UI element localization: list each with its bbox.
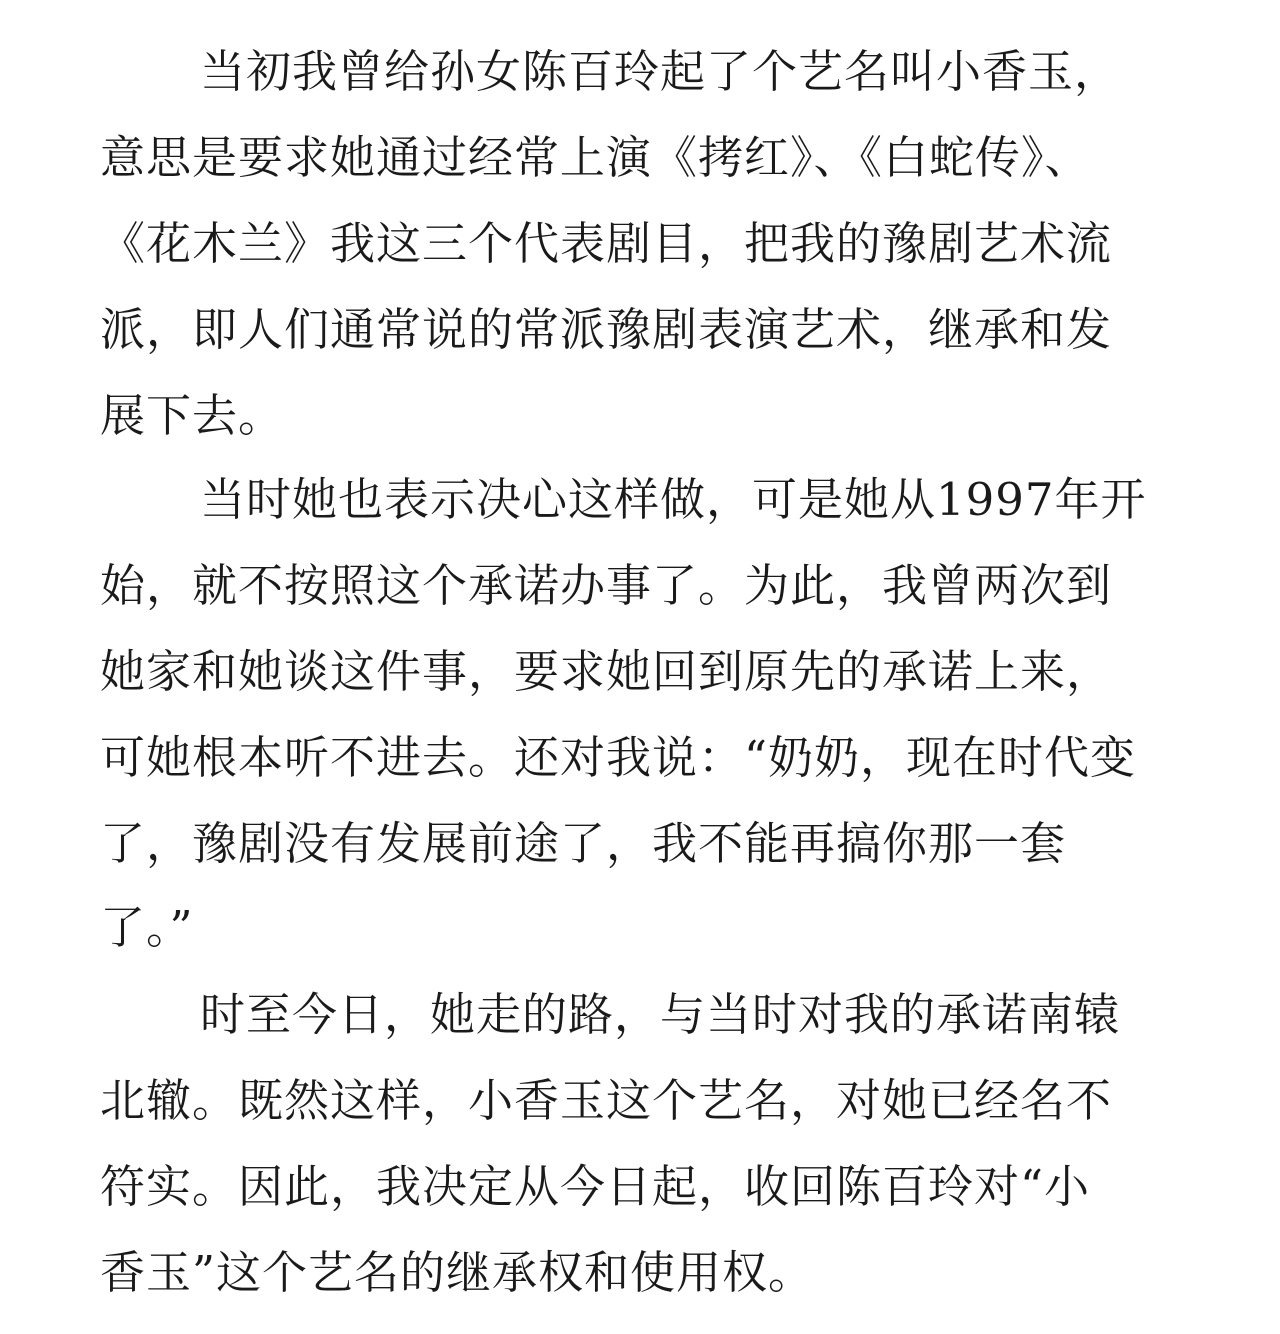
paragraph-2-line-2: 始，就不按照这个承诺办事了。为此，我曾两次到 — [100, 559, 1113, 612]
paragraph-3-line-2: 北辙。既然这样，小香玉这个艺名，对她已经名不 — [100, 1074, 1113, 1127]
paragraph-2-line-4: 可她根本听不进去。还对我说：“奶奶，现在时代变 — [100, 731, 1137, 784]
paragraph-1-line-2: 意思是要求她通过经常上演《拷红》、《白蛇传》、 — [100, 131, 1091, 184]
paragraph-2-line-6: 了。” — [100, 901, 194, 954]
paragraph-2-line-1: 当时她也表示决心这样做，可是她从1997年开 — [200, 473, 1147, 526]
paragraph-1-line-1: 当初我曾给孙女陈百玲起了个艺名叫小香玉， — [200, 45, 1121, 98]
paragraph-3-line-1: 时至今日，她走的路，与当时对我的承诺南辕 — [200, 988, 1121, 1041]
paragraph-1-line-3: 《花木兰》我这三个代表剧目，把我的豫剧艺术流 — [100, 217, 1113, 270]
paragraph-2-line-3: 她家和她谈这件事，要求她回到原先的承诺上来， — [100, 645, 1113, 698]
paragraph-3-line-3: 符实。因此，我决定从今日起，收回陈百玲对“小 — [100, 1160, 1091, 1213]
paragraph-1-line-5: 展下去。 — [100, 389, 285, 442]
paragraph-2-line-5: 了，豫剧没有发展前途了，我不能再搞你那一套 — [100, 817, 1067, 870]
paragraph-1-line-4: 派，即人们通常说的常派豫剧表演艺术，继承和发 — [100, 303, 1113, 356]
paragraph-3-line-4: 香玉”这个艺名的继承权和使用权。 — [100, 1246, 815, 1299]
